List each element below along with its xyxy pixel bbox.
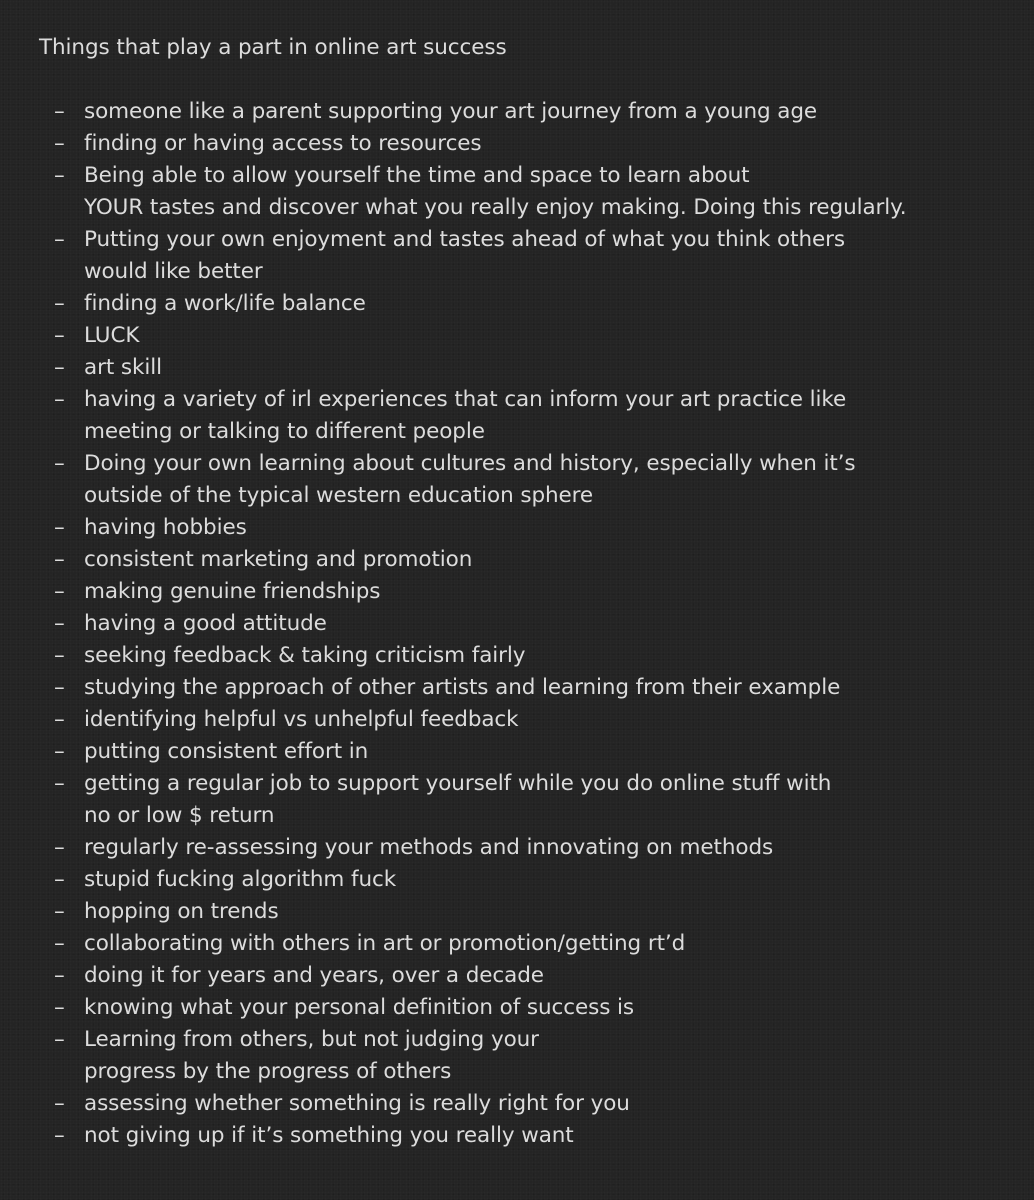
list-item xyxy=(0,96,906,128)
list-item xyxy=(0,1024,906,1088)
list-item xyxy=(0,640,906,672)
list-item-text: outside of the typical western education sphere xyxy=(84,483,594,508)
bullet-dash: – xyxy=(54,387,65,412)
list-item-text: not giving up if it’s something you really want xyxy=(84,1123,574,1148)
list-item-text: Putting your own enjoyment and tastes ahead of what you think others xyxy=(84,227,845,252)
list-item-text: no or low $ return xyxy=(84,803,275,828)
list-item-text: putting consistent effort in xyxy=(84,739,369,764)
list-item-text: seeking feedback & taking criticism fairly xyxy=(84,643,526,668)
list-item xyxy=(0,896,906,928)
list-item-text: someone like a parent supporting your art journey from a young age xyxy=(84,99,818,124)
list-item-text: getting a regular job to support yourself while you do online stuff with xyxy=(84,771,832,796)
list-item-text: finding or having access to resources xyxy=(84,131,482,156)
bullet-dash: – xyxy=(54,931,65,956)
list-item-text: meeting or talking to different people xyxy=(84,419,485,444)
list-item-text: LUCK xyxy=(84,323,140,348)
bullet-dash: – xyxy=(54,867,65,892)
list-item xyxy=(0,928,906,960)
list-item xyxy=(0,384,906,448)
list-item xyxy=(0,288,906,320)
list-item xyxy=(0,960,906,992)
list-item-text: knowing what your personal definition of success is xyxy=(84,995,635,1020)
list-item-text: regularly re-assessing your methods and innovating on methods xyxy=(84,835,774,860)
bullet-dash: – xyxy=(54,131,65,156)
bullet-dash: – xyxy=(54,1027,65,1052)
list-item xyxy=(0,448,906,512)
list-item xyxy=(0,320,906,352)
list-item-text: having a variety of irl experiences that can inform your art practice like xyxy=(84,387,847,412)
list-item xyxy=(0,512,906,544)
bullet-dash: – xyxy=(54,611,65,636)
list-item xyxy=(0,160,906,224)
list-item xyxy=(0,1120,906,1152)
bullet-dash: – xyxy=(54,547,65,572)
list-item-text: studying the approach of other artists and learning from their example xyxy=(84,675,841,700)
list-item xyxy=(0,352,906,384)
list-item xyxy=(0,992,906,1024)
list-item-text: having a good attitude xyxy=(84,611,327,636)
bullet-dash: – xyxy=(54,1123,65,1148)
list-item xyxy=(0,832,906,864)
bullet-dash: – xyxy=(54,515,65,540)
bullet-dash: – xyxy=(54,227,65,252)
list-item-text: stupid fucking algorithm fuck xyxy=(84,867,397,892)
list-item-text: doing it for years and years, over a decade xyxy=(84,963,544,988)
bullet-dash: – xyxy=(54,355,65,380)
list-item-text: consistent marketing and promotion xyxy=(84,547,473,572)
list-item-text: having hobbies xyxy=(84,515,247,540)
bullet-dash: – xyxy=(54,643,65,668)
note-title: Things that play a part in online art success xyxy=(39,35,507,60)
list-item-text: Doing your own learning about cultures and history, especially when it’s xyxy=(84,451,856,476)
list-item-text: assessing whether something is really right for you xyxy=(84,1091,630,1116)
bullet-dash: – xyxy=(54,323,65,348)
list-item xyxy=(0,608,906,640)
list-item xyxy=(0,576,906,608)
bullet-dash: – xyxy=(54,835,65,860)
list-item xyxy=(0,736,906,768)
bullet-dash: – xyxy=(54,771,65,796)
list-item-text: Being able to allow yourself the time and space to learn about xyxy=(84,163,750,188)
list-item-text: hopping on trends xyxy=(84,899,279,924)
list-item-text: YOUR tastes and discover what you really enjoy making. Doing this regularly. xyxy=(84,195,907,220)
bullet-dash: – xyxy=(54,1091,65,1116)
bullet-dash: – xyxy=(54,451,65,476)
list-item xyxy=(0,544,906,576)
bullet-dash: – xyxy=(54,739,65,764)
list-item-text: Learning from others, but not judging your xyxy=(84,1027,539,1052)
list-item-text: art skill xyxy=(84,355,162,380)
bullet-list xyxy=(0,96,906,1152)
bullet-dash: – xyxy=(54,163,65,188)
bullet-dash: – xyxy=(54,291,65,316)
list-item xyxy=(0,224,906,288)
list-item-text: finding a work/life balance xyxy=(84,291,366,316)
bullet-dash: – xyxy=(54,707,65,732)
bullet-dash: – xyxy=(54,995,65,1020)
list-item-text: identifying helpful vs unhelpful feedback xyxy=(84,707,519,732)
bullet-dash: – xyxy=(54,675,65,700)
list-item xyxy=(0,768,906,832)
list-item xyxy=(0,704,906,736)
bullet-dash: – xyxy=(54,99,65,124)
list-item-text: collaborating with others in art or promotion/getting rt’d xyxy=(84,931,686,956)
bullet-dash: – xyxy=(54,899,65,924)
bullet-dash: – xyxy=(54,579,65,604)
list-item xyxy=(0,128,906,160)
list-item-text: would like better xyxy=(84,259,263,284)
bullet-dash: – xyxy=(54,963,65,988)
list-item-text: making genuine friendships xyxy=(84,579,381,604)
list-item xyxy=(0,672,906,704)
list-item xyxy=(0,864,906,896)
list-item-text: progress by the progress of others xyxy=(84,1059,452,1084)
list-item xyxy=(0,1088,906,1120)
